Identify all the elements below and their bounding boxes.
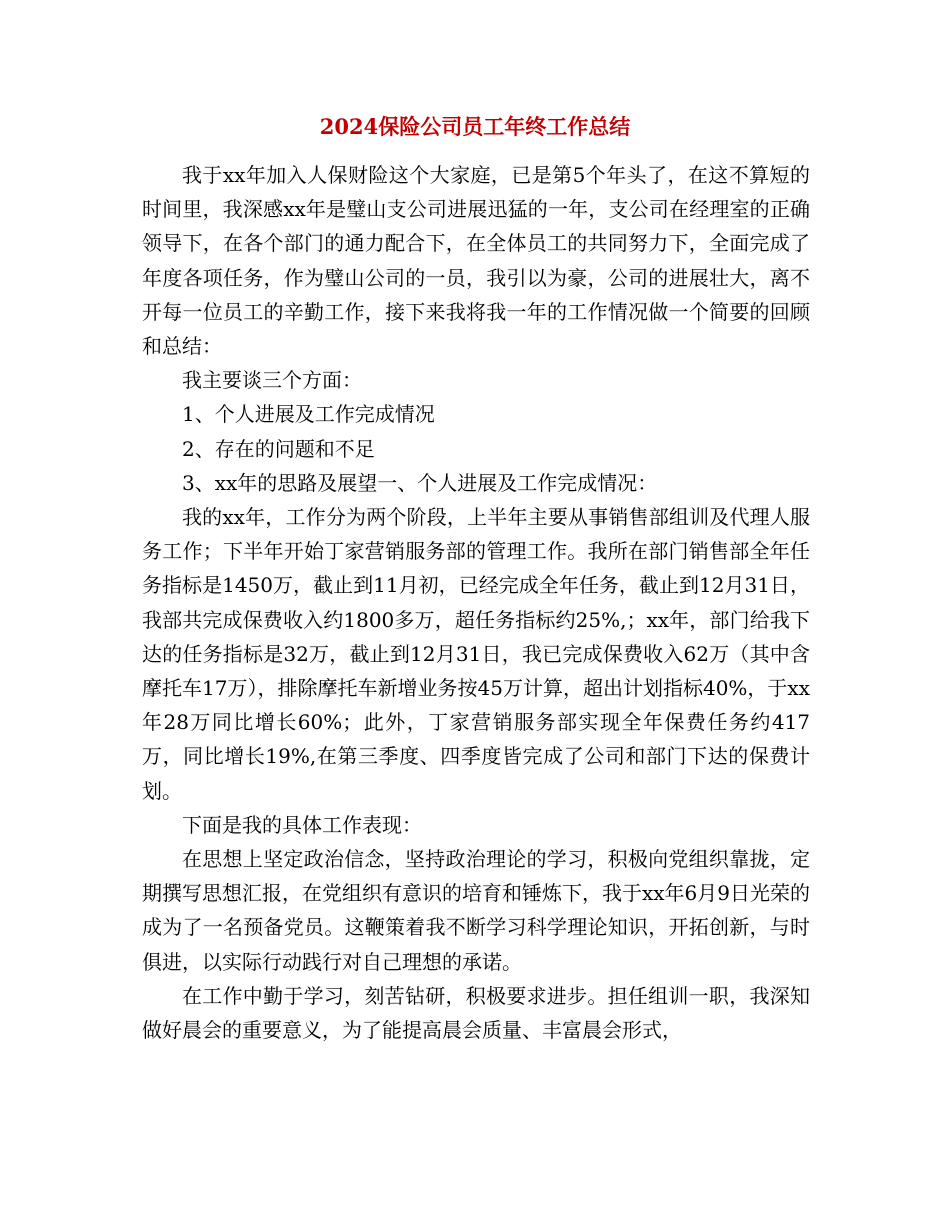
document-body xyxy=(142,158,810,1047)
list-item-1: 1、个人进展及工作完成情况 xyxy=(182,402,435,427)
paragraph-work-performance: 我的xx年，工作分为两个阶段，上半年主要从事销售部组训及代理人服务工作；下半年开始丁家营销服务部的管理工作。我所在部门销售部全年任务指标是1450万，截止到11月初，已经完成全年任务，截止到12月31日，我部共完成保费收入约1800多万，超任务指标约25%,；xx年，部门给我下达的任务指标是32万，截止到12月31日，我已完成保费收入62万（其中含摩托车17万），排除摩托车新增业务按45万计算，超出计划指标40%，于xx年28万同比增长60%；此外，丁家营销服务部实现全年保费任务约417万，同比增长19%,在第三季度、四季度皆完成了公司和部门下达的保费计划。 xyxy=(142,505,810,803)
list-item-3: 3、xx年的思路及展望一、个人进展及工作完成情况： xyxy=(182,470,658,495)
list-item-2: 2、存在的问题和不足 xyxy=(182,436,375,461)
paragraph-intro: 我于xx年加入人保财险这个大家庭，已是第5个年头了，在这不算短的时间里，我深感xx年是璧山支公司进展迅猛的一年，支公司在经理室的正确领导下，在各个部门的通力配合下，在全体员工的共同努力下，全面完成了年度各项任务，作为璧山公司的一员，我引以为豪，公司的进展壮大，离不开每一位员工的辛勤工作，接下来我将我一年的工作情况做一个简要的回顾和总结： xyxy=(142,163,810,359)
document-title: 2024保险公司员工年终工作总结 xyxy=(319,114,631,139)
paragraph-three-aspects: 我主要谈三个方面： xyxy=(182,368,362,393)
paragraph-study: 在工作中勤于学习，刻苦钻研，积极要求进步。担任组训一职，我深知做好晨会的重要意义，为了能提高晨会质量、丰富晨会形式， xyxy=(142,983,810,1043)
paragraph-specific-work: 下面是我的具体工作表现： xyxy=(182,812,422,837)
paragraph-political: 在思想上坚定政治信念，坚持政治理论的学习，积极向党组织靠拢，定期撰写思想汇报，在党组织有意识的培育和锤炼下，我于xx年6月9日光荣的成为了一名预备党员。这鞭策着我不断学习科学理论知识，开拓创新，与时俱进，以实际行动践行对自己理想的承诺。 xyxy=(142,847,811,974)
